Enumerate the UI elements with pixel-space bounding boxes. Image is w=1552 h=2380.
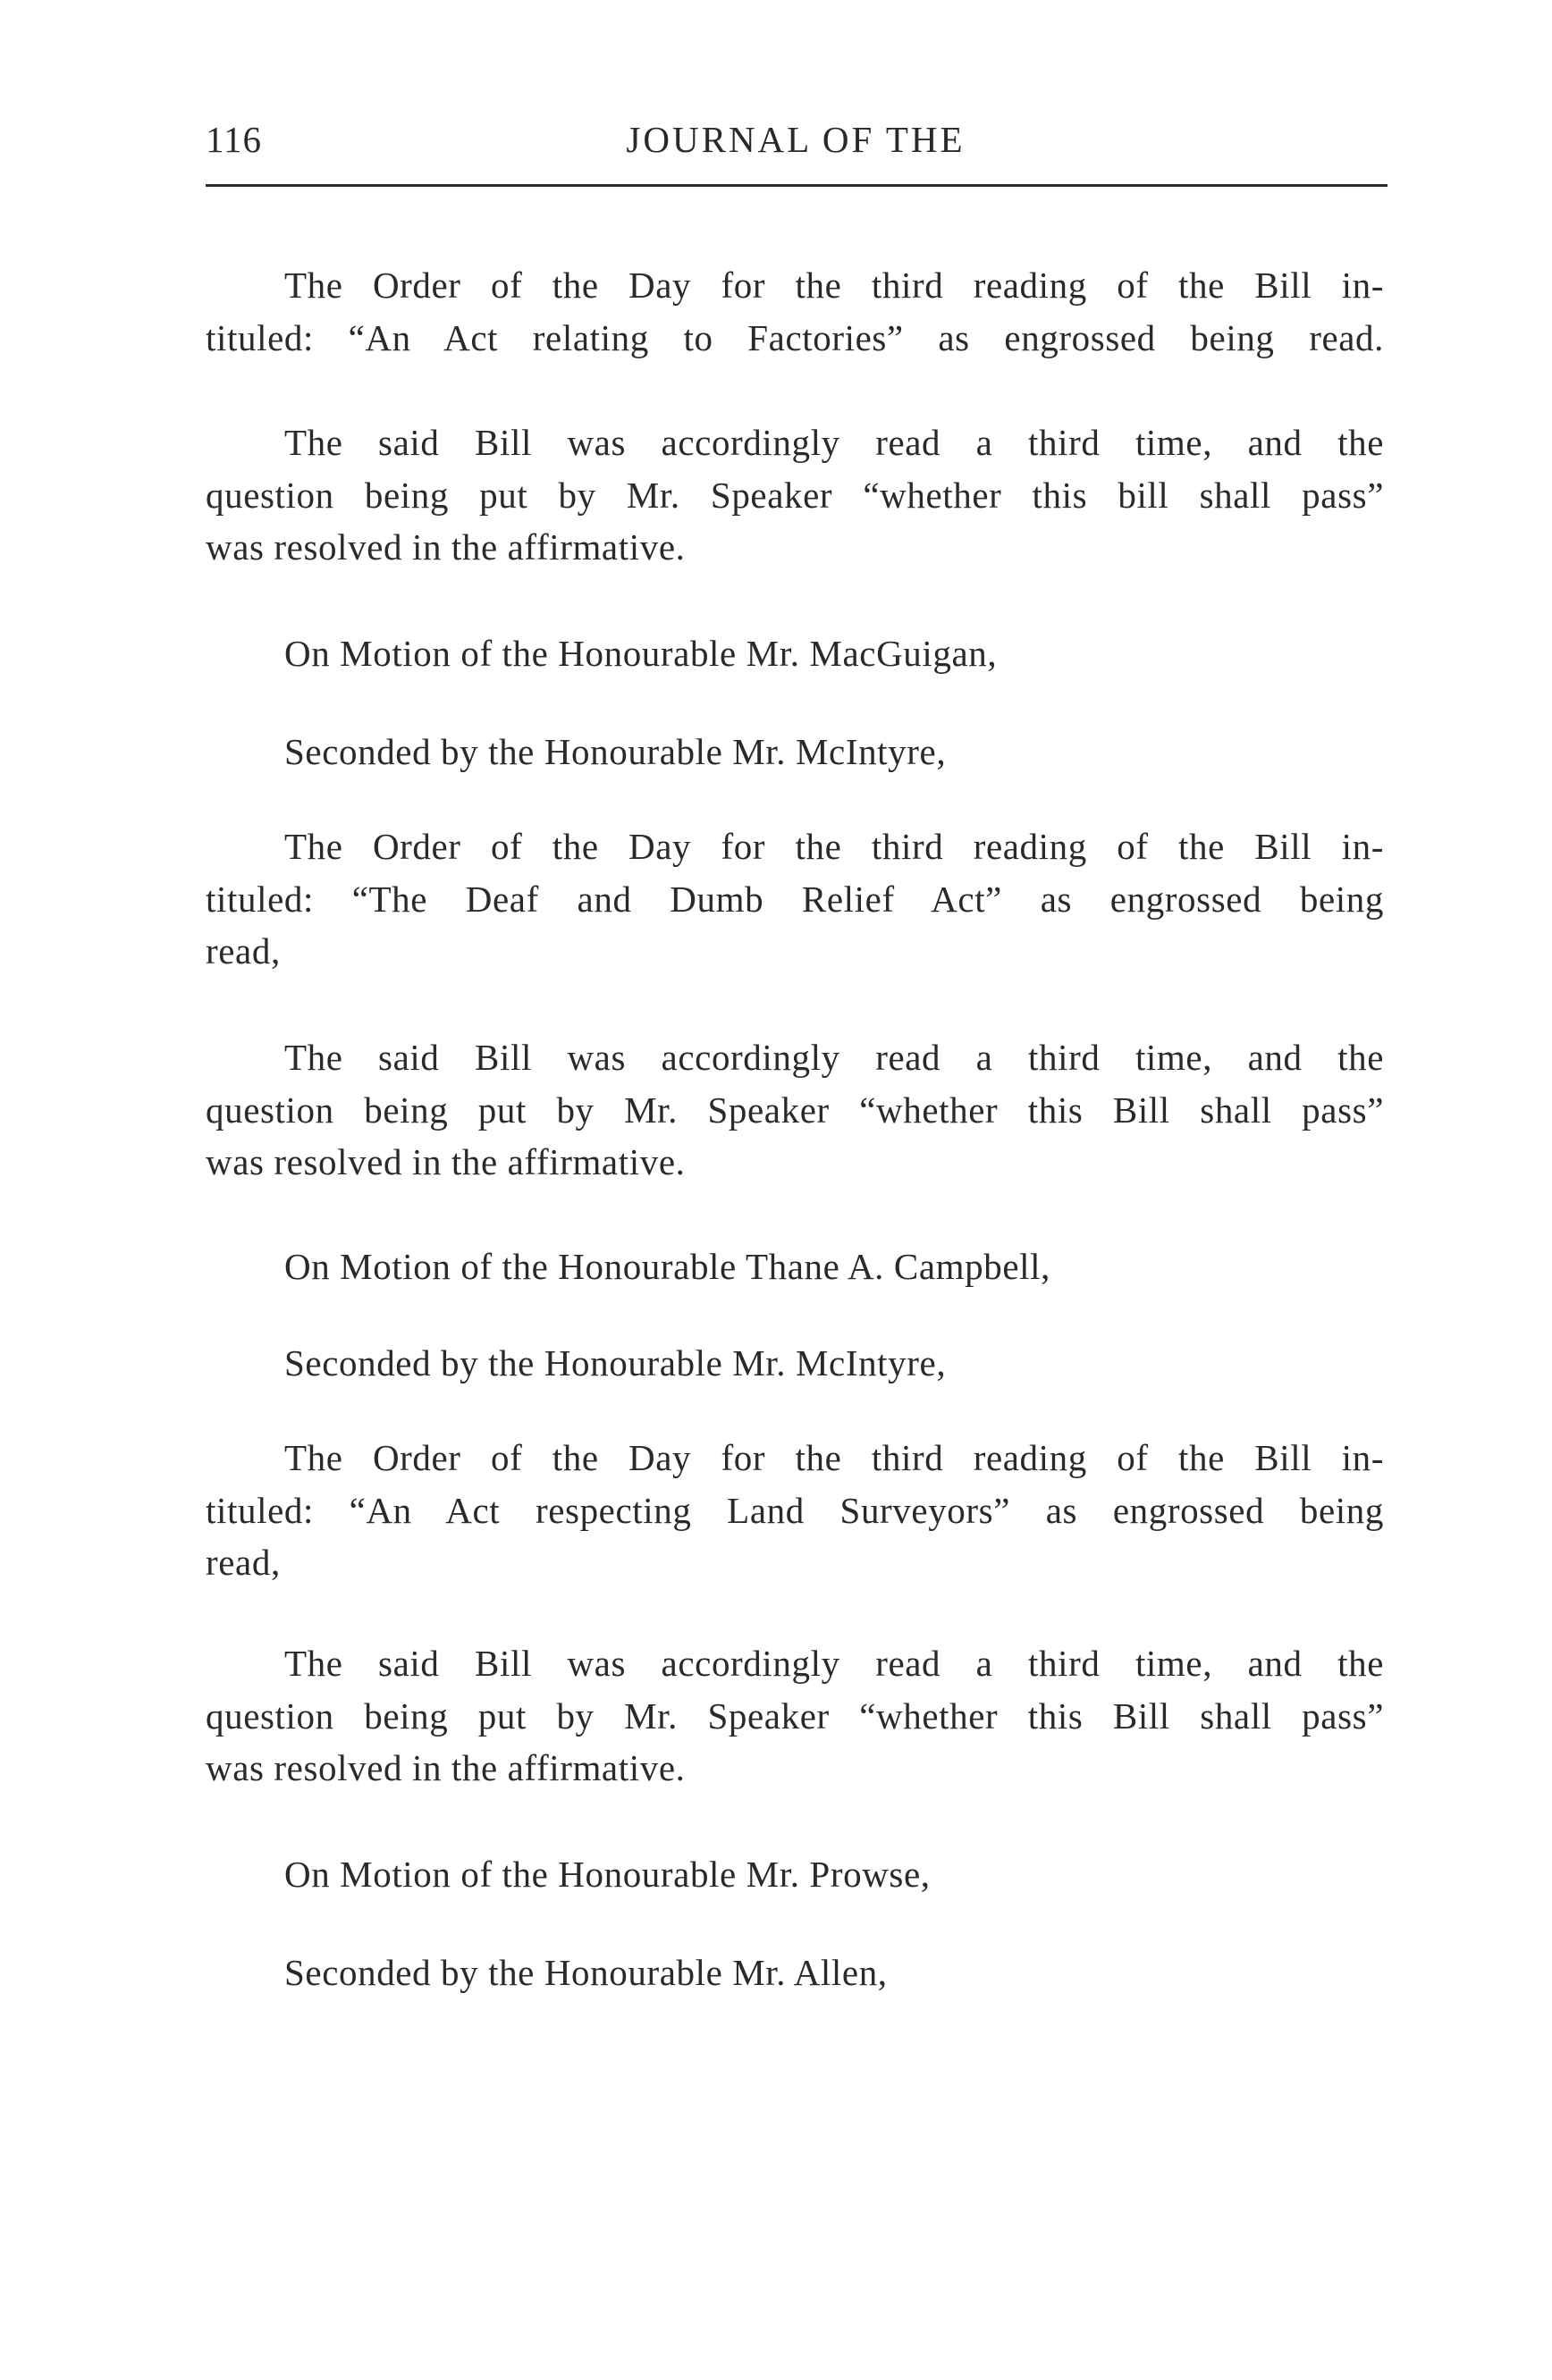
text-line: Seconded by the Honourable Mr. McIntyre,	[284, 1342, 947, 1383]
paragraph-third-reading-deaf-dumb	[206, 820, 1384, 978]
page-header	[206, 118, 1386, 172]
paragraph-bill-passed	[206, 1637, 1384, 1795]
header-rule	[206, 184, 1388, 187]
text-line: was resolved in the affirmative.	[206, 526, 686, 568]
text-line: read,	[206, 930, 281, 971]
text-line: Seconded by the Honourable Mr. McIntyre,	[284, 731, 947, 772]
paragraph-third-reading-land-surveyors	[206, 1432, 1384, 1589]
text-line: On Motion of the Honourable Thane A. Campbell,	[284, 1246, 1050, 1287]
text-line: tituled: “An Act respecting Land Surveyors” as engrossed being	[206, 1489, 1384, 1531]
paragraph-bill-passed	[206, 416, 1384, 574]
text-line: question being put by Mr. Speaker “whether this Bill shall pass”	[206, 1695, 1384, 1737]
text-line: The said Bill was accordingly read a third time, and the	[284, 1037, 1384, 1078]
text-line: was resolved in the affirmative.	[206, 1747, 686, 1788]
text-line: The said Bill was accordingly read a third time, and the	[284, 422, 1384, 463]
text-line: tituled: “An Act relating to Factories” as engrossed being read.	[206, 316, 1384, 358]
page-number: 116	[206, 119, 262, 160]
paragraph-seconded	[206, 1337, 1384, 1390]
paragraph-bill-passed	[206, 1031, 1384, 1189]
text-line: The Order of the Day for the third reading of the Bill in-	[284, 826, 1384, 867]
paragraph-seconded	[206, 1947, 1384, 1999]
paragraph-third-reading-factories	[206, 259, 1384, 364]
paragraph-seconded	[206, 726, 1384, 778]
text-line: The Order of the Day for the third reading of the Bill in-	[284, 1437, 1384, 1478]
text-line: The said Bill was accordingly read a third time, and the	[284, 1643, 1384, 1684]
text-line: Seconded by the Honourable Mr. Allen,	[284, 1952, 888, 1993]
text-line: question being put by Mr. Speaker “whether this Bill shall pass”	[206, 1089, 1384, 1131]
text-line: read,	[206, 1542, 281, 1583]
text-line: The Order of the Day for the third reading of the Bill in-	[284, 265, 1384, 306]
paragraph-motion	[206, 627, 1384, 680]
paragraph-motion	[206, 1240, 1384, 1293]
text-line: was resolved in the affirmative.	[206, 1141, 686, 1182]
text-line: On Motion of the Honourable Mr. Prowse,	[284, 1854, 931, 1895]
text-line: question being put by Mr. Speaker “whether this bill shall pass”	[206, 474, 1384, 516]
text-line: tituled: “The Deaf and Dumb Relief Act” as engrossed being	[206, 878, 1384, 920]
text-line: On Motion of the Honourable Mr. MacGuigan,	[284, 633, 998, 674]
running-head: JOURNAL OF THE	[626, 119, 966, 160]
paragraph-motion	[206, 1848, 1384, 1901]
